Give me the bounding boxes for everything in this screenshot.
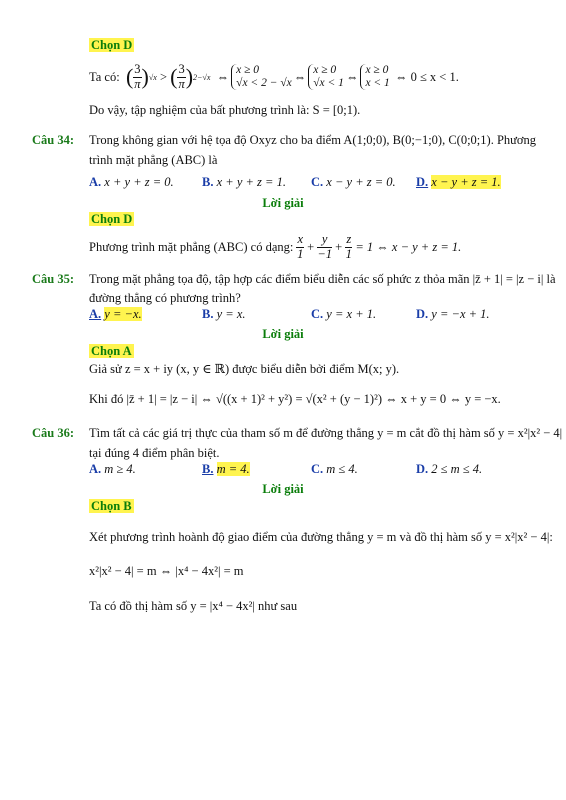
- q34-option-c: C. x − y + z = 0.: [311, 175, 396, 189]
- q34-solution: Phương trình mặt phẳng (ABC) có dạng: $\frac{x}{1}$ + $\frac{y}{-1}$ + $\frac{z}{1}$ = 1 ⇔ x − y + z = 1.: [89, 232, 462, 261]
- question-34-line1: Trong không gian với hệ tọa độ Oxyz cho ba điểm A(1;0;0), B(0;−1;0), C(0;0;1). Phương: [89, 133, 537, 147]
- q36-answer-choice: Chọn B: [91, 499, 132, 513]
- fraction-3-pi: $\frac{3}{\pi}$: [134, 62, 141, 91]
- q36-solution-2: x²|x² − 4| = m ⇔ |x⁴ − 4x²| = m: [89, 564, 244, 578]
- fraction-3-pi-2: $\frac{3}{\pi}$: [178, 62, 185, 91]
- q36-option-b: B. m = 4.: [202, 462, 250, 476]
- question-36-line1: Tìm tất cả các giá trị thực của tham số m để đường thẳng y = m cắt đồ thị hàm số y = x²|x² − 4|: [89, 426, 563, 440]
- question-34-line2: trình mặt phẳng (ABC) là: [89, 153, 218, 167]
- q36-option-a: A. m ≥ 4.: [89, 462, 136, 476]
- question-36-label: Câu 36:: [32, 426, 75, 440]
- q35-solution-1: Giả sử z = x + iy (x, y ∈ ℝ) được biểu diễn bởi điểm M(x; y).: [89, 362, 400, 376]
- q36-loi-giai: Lời giải: [262, 482, 304, 496]
- system-3: x ≥ 0 x < 1: [360, 64, 389, 90]
- question-35-line2: đường thẳng có phương trình?: [89, 291, 241, 305]
- q34-answer-choice: Chọn D: [91, 212, 133, 226]
- q35-option-c: C. y = x + 1.: [311, 307, 377, 321]
- ta-co-line: Ta có: ( $\frac{3}{\pi}$ ) √x > ( $\frac{3}{\pi}$ ) 2−√x ⇔ x ≥ 0 √x < 2 − √x ⇔ x ≥ 0 √x < 1 ⇔ x ≥ 0 x < 1 ⇔ 0 ≤ x < 1.: [89, 62, 459, 91]
- question-35-line1: Trong mặt phẳng tọa độ, tập hợp các điểm biểu diễn các số phức z thỏa mãn |z̄ + 1| = |z − i| là: [89, 272, 556, 286]
- ta-co-result: ⇔ 0 ≤ x < 1.: [394, 69, 459, 84]
- question-34-label: Câu 34:: [32, 133, 75, 147]
- fraction-z-1: $\frac{z}{1}$: [345, 232, 352, 261]
- q36-solution-3: Ta có đồ thị hàm số y = |x⁴ − 4x²| như sau: [89, 599, 298, 613]
- q35-solution-2: Khi đó |z̄ + 1| = |z − i| ⇔ √((x + 1)² + y²) = √(x² + (y − 1)²) ⇔ x + y = 0 ⇔ y = −x.: [89, 392, 501, 406]
- answer-choice-d-1: Chọn D: [91, 38, 133, 52]
- q35-option-d: D. y = −x + 1.: [416, 307, 490, 321]
- q36-option-c: C. m ≤ 4.: [311, 462, 358, 476]
- q35-answer-choice: Chọn A: [91, 344, 132, 358]
- fraction-y-neg1: $\frac{y}{-1}$: [317, 232, 333, 261]
- ta-co-label: Ta có:: [89, 69, 120, 84]
- question-36-line2: tại đúng 4 điểm phân biệt.: [89, 446, 220, 460]
- q34-option-b: B. x + y + z = 1.: [202, 175, 286, 189]
- question-35-label: Câu 35:: [32, 272, 75, 286]
- q34-option-d: D. x − y + z = 1.: [416, 175, 501, 189]
- q36-option-d: D. 2 ≤ m ≤ 4.: [416, 462, 483, 476]
- fraction-x-1: $\frac{x}{1}$: [297, 232, 304, 261]
- q34-solution-text: Phương trình mặt phẳng (ABC) có dạng:: [89, 239, 294, 254]
- do-vay-line: Do vậy, tập nghiệm của bất phương trình là: S = [0;1).: [89, 103, 361, 117]
- q34-option-a: A. x + y + z = 0.: [89, 175, 174, 189]
- system-1: x ≥ 0 √x < 2 − √x: [231, 64, 292, 90]
- q34-loi-giai: Lời giải: [262, 196, 304, 210]
- q35-option-b: B. y = x.: [202, 307, 246, 321]
- q35-loi-giai: Lời giải: [262, 327, 304, 341]
- system-2: x ≥ 0 √x < 1: [308, 64, 344, 90]
- q35-option-a: A. y = −x.: [89, 307, 142, 321]
- q36-solution-1: Xét phương trình hoành độ giao điểm của đường thẳng y = m và đồ thị hàm số y = x²|x² − 4|:: [89, 530, 553, 544]
- q34-solution-result: = 1 ⇔ x − y + z = 1.: [355, 239, 462, 254]
